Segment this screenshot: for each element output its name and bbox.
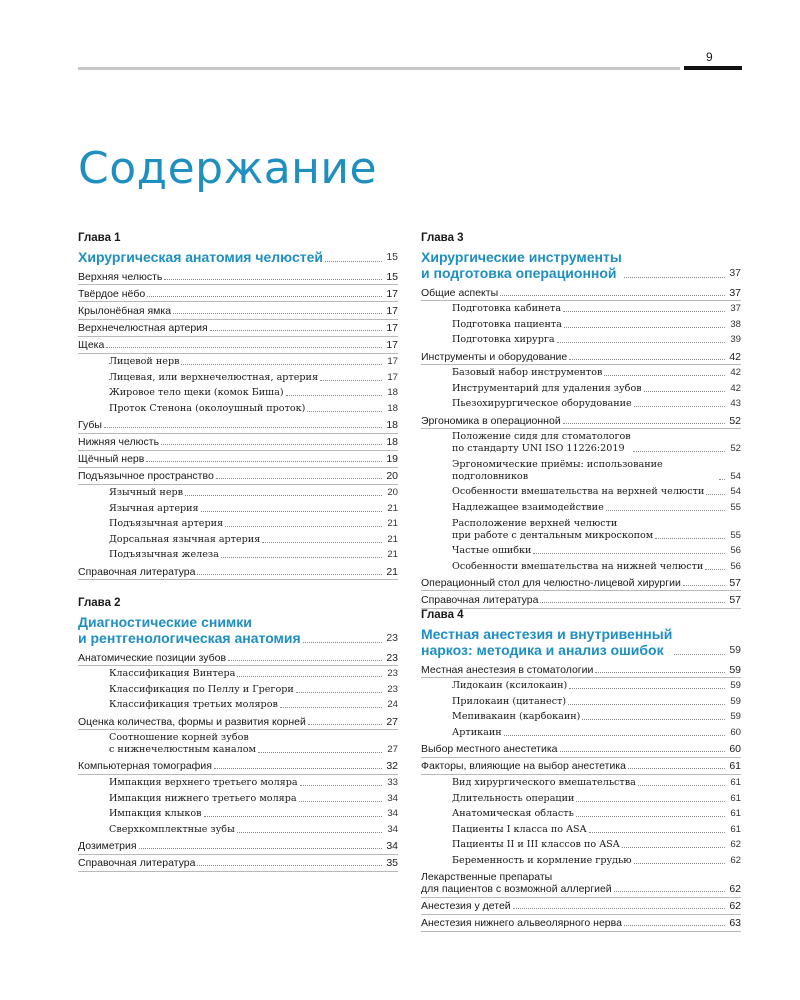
toc-entry-text: Инструменты и оборудование — [421, 350, 568, 363]
toc-subsection[interactable] — [421, 694, 741, 710]
toc-entry-page: 27 — [386, 715, 398, 728]
leader-dots — [628, 768, 725, 769]
leader-dots — [569, 359, 725, 360]
toc-subsection[interactable] — [421, 725, 741, 741]
toc-entry-page: 56 — [730, 560, 741, 572]
toc-section[interactable] — [78, 416, 398, 433]
toc-entry-text: Верхнечелюстная артерия — [78, 322, 208, 335]
toc-subsection[interactable] — [421, 365, 741, 381]
toc-subsection[interactable] — [78, 354, 398, 370]
leader-dots — [173, 313, 382, 314]
toc-entry-text: Подготовка кабинета — [452, 303, 562, 315]
toc-subsection[interactable] — [78, 501, 398, 517]
toc-entry-page: 17 — [386, 287, 398, 300]
toc-entry-text: Эргономические приёмы: использование подголовников — [452, 458, 663, 482]
toc-entry-text: Прилокаин (цитанест) — [452, 695, 567, 707]
toc-subsection[interactable] — [421, 457, 741, 485]
leader-dots — [307, 411, 382, 412]
leader-dots — [564, 327, 725, 328]
toc-entry-page: 21 — [387, 502, 398, 514]
chapter-label: Глава 2 — [78, 597, 121, 609]
toc-entry-page: 55 — [730, 529, 741, 541]
toc-entry-page: 54 — [730, 470, 741, 482]
toc-entry-text: Справочная литература — [78, 565, 196, 578]
toc-entry-page: 59 — [730, 711, 741, 723]
toc-entry-page: 59 — [730, 680, 741, 692]
leader-dots — [513, 908, 725, 909]
leader-dots — [225, 526, 382, 527]
leader-dots — [624, 277, 725, 278]
toc-subsection[interactable] — [421, 381, 741, 397]
chapter-title-row[interactable] — [421, 626, 741, 658]
toc-entry-page: 20 — [386, 470, 398, 483]
leader-dots — [624, 925, 725, 926]
toc-entry-text: Классификация Винтера — [109, 668, 236, 680]
leader-dots — [683, 585, 725, 586]
toc-entry-page: 43 — [730, 398, 741, 410]
toc-entry-page: 60 — [730, 726, 741, 738]
leader-dots — [237, 676, 382, 677]
toc-entry-text: Операционный стол для челюстно-лицевой хирургии — [421, 576, 681, 589]
toc-entry-page: 21 — [387, 518, 398, 530]
toc-entry-page: 17 — [387, 371, 398, 383]
toc-entry-text: Лекарственные препараты для пациентов с возможной аллергией — [421, 871, 612, 896]
toc-subsection[interactable] — [421, 500, 741, 516]
toc-entry-page: 63 — [729, 917, 741, 930]
toc-entry-page: 62 — [730, 839, 741, 851]
toc-subsection[interactable] — [78, 485, 398, 501]
leader-dots — [216, 478, 382, 479]
toc-subsection[interactable] — [421, 822, 741, 838]
toc-entry-page: 17 — [386, 304, 398, 317]
toc-subsection[interactable] — [421, 317, 741, 333]
page-title: Содержание — [78, 143, 378, 194]
toc-entry-text: Особенности вмешательства на верхней челюсти — [452, 486, 705, 498]
toc-entry-text: Жировое тело щеки (комок Биша) — [109, 387, 284, 399]
toc-section[interactable] — [421, 412, 741, 429]
toc-entry-page: 54 — [730, 486, 741, 498]
toc-entry-text: Анестезия нижнего альвеолярного нерва — [421, 917, 622, 930]
toc-entry-text: Пациенты II и III классов по ASA — [452, 839, 620, 851]
toc-entry-text: Анатомические позиции зубов — [78, 651, 227, 664]
chapter-title-row[interactable] — [78, 249, 398, 265]
toc-entry-text: Лидокаин (ксилокаин) — [452, 680, 568, 692]
chapter-3 — [421, 232, 741, 609]
chapter-label: Глава 1 — [78, 232, 121, 244]
toc-entry-page: 27 — [387, 744, 398, 756]
toc-entry-page: 23 — [387, 683, 398, 695]
leader-dots — [197, 574, 382, 575]
toc-entry-page: 18 — [387, 387, 398, 399]
toc-entry-text: Губы — [78, 418, 102, 431]
leader-dots — [308, 724, 382, 725]
leader-dots — [638, 785, 725, 786]
leader-dots — [576, 801, 725, 802]
toc-entry-page: 61 — [730, 776, 741, 788]
toc-entry-page: 34 — [386, 839, 398, 852]
toc-entry-text: Язычная артерия — [109, 502, 199, 514]
toc-section[interactable] — [78, 320, 398, 337]
toc-entry-page: 21 — [386, 565, 398, 578]
toc-section[interactable] — [78, 649, 398, 666]
toc-entry-text: Артикаин — [452, 726, 502, 738]
toc-entry-text: Крылонёбная ямка — [78, 304, 172, 317]
toc-entry-text: Факторы, влияющие на выбор анестетика — [421, 760, 626, 773]
toc-entry-text: Проток Стенона (околоушный проток) — [109, 402, 306, 414]
toc-subsection[interactable] — [421, 429, 741, 457]
toc-section[interactable] — [421, 284, 741, 301]
toc-entry-text: Анестезия у детей — [421, 900, 511, 913]
toc-section[interactable] — [421, 915, 741, 932]
leader-dots — [237, 832, 382, 833]
leader-dots — [604, 375, 725, 376]
toc-entry-page: 62 — [729, 900, 741, 913]
toc-entry-text: Беременность и кормление грудью — [452, 854, 632, 866]
toc-entry-page: 34 — [387, 808, 398, 820]
toc-entry-text: Пьезохирургическое оборудование — [452, 398, 632, 410]
toc-entry-page: 21 — [387, 549, 398, 561]
toc-entry-page: 38 — [730, 318, 741, 330]
toc-subsection[interactable] — [421, 775, 741, 791]
toc-entry-page: 56 — [730, 545, 741, 557]
leader-dots — [300, 785, 382, 786]
toc-entry-text: Дозиметрия — [78, 839, 137, 852]
toc-subsection[interactable] — [421, 837, 741, 853]
toc-entry-page: 52 — [729, 414, 741, 427]
leader-dots — [181, 364, 382, 365]
toc-entry-text: Положение сидя для стоматологов по стандарту UNI ISO 11226:2019 — [452, 431, 631, 455]
chapter-page: 59 — [729, 644, 741, 656]
chapter-title: Местная анестезия и внутривенный наркоз: методика и анализ ошибок — [421, 626, 673, 658]
leader-dots — [104, 427, 382, 428]
toc-subsection[interactable] — [78, 730, 398, 758]
leader-dots — [214, 768, 382, 769]
toc-entry-text: Надлежащее взаимодействие — [452, 501, 604, 513]
toc-entry-text: Пациенты I класса по ASA — [452, 823, 587, 835]
toc-subsection[interactable] — [78, 532, 398, 548]
toc-entry-text: Подъязычная артерия — [109, 518, 224, 530]
toc-entry-text: Справочная литература — [78, 857, 196, 870]
leader-dots — [705, 569, 725, 570]
toc-section[interactable] — [78, 268, 398, 285]
toc-subsection[interactable] — [421, 678, 741, 694]
leader-dots — [204, 816, 382, 817]
toc-subsection[interactable] — [421, 516, 741, 544]
toc-entry-page: 17 — [386, 339, 398, 352]
toc-entry-text: Классификация третьих моляров — [109, 699, 278, 711]
toc-section[interactable] — [78, 302, 398, 319]
toc-entry-page: 55 — [730, 501, 741, 513]
chapter-1 — [78, 232, 398, 580]
leader-dots — [589, 832, 725, 833]
leader-dots — [633, 451, 725, 452]
toc-subsection[interactable] — [78, 697, 398, 713]
toc-entry-text: Подъязычная железа — [109, 549, 219, 561]
leader-dots — [296, 692, 382, 693]
toc-subsection[interactable] — [78, 791, 398, 807]
toc-subsection[interactable] — [78, 775, 398, 791]
toc-subsection[interactable] — [78, 666, 398, 682]
chapter-title: Хирургические инструменты и подготовка операционной — [421, 249, 622, 281]
toc-entry-text: Нижняя челюсть — [78, 436, 160, 449]
leader-dots — [106, 347, 382, 348]
toc-entry-page: 61 — [729, 760, 741, 773]
leader-dots — [325, 261, 382, 262]
toc-entry-page: 57 — [729, 594, 741, 607]
toc-subsection[interactable] — [421, 791, 741, 807]
toc-entry-text: Частые ошибки — [452, 545, 532, 557]
leader-dots — [258, 752, 382, 753]
leader-dots — [644, 391, 725, 392]
chapter-4 — [421, 609, 741, 932]
chapter-title-row[interactable] — [421, 249, 741, 281]
leader-dots — [280, 707, 382, 708]
toc-section[interactable] — [78, 285, 398, 302]
toc-entry-page: 60 — [729, 743, 741, 756]
toc-subsection[interactable] — [78, 806, 398, 822]
toc-entry-text: Общие аспекты — [421, 286, 499, 299]
toc-entry-text: Импакция нижнего третьего моляра — [109, 792, 297, 804]
toc-entry-page: 61 — [730, 808, 741, 820]
toc-entry-page: 39 — [730, 334, 741, 346]
toc-subsection[interactable] — [78, 682, 398, 698]
chapter-label: Глава 4 — [421, 609, 464, 621]
toc-entry-page: 59 — [730, 695, 741, 707]
toc-section[interactable] — [78, 468, 398, 485]
toc-entry-text: Лицевой нерв — [109, 355, 180, 367]
leader-dots — [614, 891, 725, 892]
leader-dots — [557, 342, 725, 343]
chapter-label: Глава 3 — [421, 232, 464, 244]
header-rule — [78, 67, 680, 70]
toc-section[interactable] — [421, 898, 741, 915]
toc-entry-page: 61 — [730, 823, 741, 835]
toc-entry-page: 17 — [387, 355, 398, 367]
toc-entry-page: 23 — [386, 651, 398, 664]
toc-subsection[interactable] — [421, 301, 741, 317]
toc-entry-page: 32 — [386, 760, 398, 773]
toc-subsection[interactable] — [421, 559, 741, 575]
toc-entry-text: Импакция клыков — [109, 808, 202, 820]
toc-entry-text: Подъязычное пространство — [78, 470, 214, 483]
page-number: 9 — [706, 50, 713, 64]
toc-entry-page: 34 — [387, 823, 398, 835]
leader-dots — [563, 423, 725, 424]
chapter-page: 15 — [386, 251, 398, 263]
toc-entry-page: 59 — [729, 663, 741, 676]
toc-entry-text: Щека — [78, 339, 105, 352]
leader-dots — [161, 444, 382, 445]
toc-entry-page: 37 — [730, 303, 741, 315]
toc-entry-text: Классификация по Пеллу и Грегори — [109, 683, 294, 695]
leader-dots — [139, 848, 382, 849]
toc-section[interactable] — [78, 451, 398, 468]
leader-dots — [563, 311, 725, 312]
leader-dots — [320, 380, 382, 381]
toc-entry-text: Соотношение корней зубов с нижнечелюстным каналом — [109, 732, 256, 756]
toc-section[interactable] — [421, 869, 741, 898]
toc-entry-text: Сверхкомплектные зубы — [109, 823, 235, 835]
leader-dots — [146, 461, 382, 462]
toc-entry-page: 33 — [387, 776, 398, 788]
toc-entry-page: 24 — [387, 699, 398, 711]
toc-entry-page: 62 — [729, 883, 741, 896]
toc-entry-text: Эргономика в операционной — [421, 414, 561, 427]
toc-subsection[interactable] — [78, 370, 398, 386]
toc-entry-page: 42 — [730, 367, 741, 379]
toc-subsection[interactable] — [421, 332, 741, 348]
toc-subsection[interactable] — [421, 806, 741, 822]
toc-entry-text: Базовый набор инструментов — [452, 367, 603, 379]
toc-entry-text: Лицевая, или верхнечелюстная, артерия — [109, 371, 319, 383]
leader-dots — [221, 557, 382, 558]
toc-entry-text: Местная анестезия в стоматологии — [421, 663, 594, 676]
toc-entry-text: Длительность операции — [452, 792, 575, 804]
toc-entry-text: Особенности вмешательства на нижней челюсти — [452, 560, 704, 572]
toc-entry-page: 15 — [386, 270, 398, 283]
toc-section[interactable] — [78, 837, 398, 854]
toc-entry-text: Расположение верхней челюсти при работе с дентальным микроскопом — [452, 517, 654, 541]
toc-entry-text: Справочная литература — [421, 594, 539, 607]
toc-section[interactable] — [421, 741, 741, 758]
toc-entry-text: Оценка количества, формы и развития корней — [78, 715, 306, 728]
leader-dots — [655, 538, 725, 539]
toc-section[interactable] — [78, 758, 398, 775]
toc-entry-page: 21 — [387, 533, 398, 545]
leader-dots — [262, 542, 382, 543]
leader-dots — [540, 602, 725, 603]
chapter-2 — [78, 597, 398, 872]
leader-dots — [201, 511, 382, 512]
toc-subsection[interactable] — [421, 396, 741, 412]
toc-entry-page: 18 — [386, 436, 398, 449]
toc-subsection[interactable] — [78, 547, 398, 563]
toc-entry-text: Компьютерная томография — [78, 760, 212, 773]
toc-entry-page: 18 — [387, 402, 398, 414]
leader-dots — [299, 801, 382, 802]
chapter-title-row[interactable] — [78, 614, 398, 646]
leader-dots — [719, 479, 725, 480]
toc-entry-text: Импакция верхнего третьего моляра — [109, 776, 298, 788]
chapter-title: Хирургическая анатомия челюстей — [78, 249, 323, 265]
toc-entry-page: 35 — [386, 857, 398, 870]
toc-entry-page: 18 — [386, 418, 398, 431]
toc-entry-text: Вид хирургического вмешательства — [452, 776, 636, 788]
toc-subsection[interactable] — [78, 385, 398, 401]
toc-subsection[interactable] — [78, 401, 398, 417]
leader-dots — [569, 688, 725, 689]
leader-dots — [504, 735, 725, 736]
leader-dots — [500, 295, 725, 296]
toc-entry-text: Подготовка хирурга — [452, 334, 555, 346]
toc-section[interactable] — [421, 661, 741, 678]
toc-entry-page: 52 — [730, 443, 741, 455]
leader-dots — [303, 642, 382, 643]
toc-subsection[interactable] — [421, 709, 741, 725]
toc-section[interactable] — [78, 713, 398, 730]
chapter-page: 23 — [386, 632, 398, 644]
toc-entry-text: Анатомическая область — [452, 808, 574, 820]
header-rule-accent — [684, 66, 742, 70]
toc-section[interactable] — [78, 855, 398, 872]
toc-entry-text: Подготовка пациента — [452, 318, 562, 330]
toc-entry-text: Щёчный нерв — [78, 453, 145, 466]
toc-entry-page: 61 — [730, 792, 741, 804]
toc-section[interactable] — [421, 758, 741, 775]
chapter-page: 37 — [729, 267, 741, 279]
leader-dots — [582, 719, 725, 720]
leader-dots — [210, 330, 382, 331]
leader-dots — [606, 510, 725, 511]
leader-dots — [634, 863, 725, 864]
toc-section[interactable] — [78, 434, 398, 451]
toc-entry-page: 19 — [386, 453, 398, 466]
leader-dots — [674, 654, 725, 655]
leader-dots — [228, 660, 382, 661]
leader-dots — [595, 672, 725, 673]
leader-dots — [185, 495, 382, 496]
toc-section[interactable] — [421, 591, 741, 608]
leader-dots — [164, 279, 382, 280]
toc-entry-text: Выбор местного анестетика — [421, 743, 558, 756]
leader-dots — [568, 704, 725, 705]
toc-subsection[interactable] — [421, 853, 741, 869]
toc-entry-page: 57 — [729, 576, 741, 589]
leader-dots — [576, 816, 725, 817]
toc-subsection[interactable] — [78, 516, 398, 532]
toc-section[interactable] — [421, 348, 741, 365]
chapter-title: Диагностические снимки и рентгенологическая анатомия — [78, 614, 301, 646]
leader-dots — [197, 865, 382, 866]
toc-entry-page: 37 — [729, 286, 741, 299]
toc-section[interactable] — [78, 563, 398, 580]
toc-entry-page: 20 — [387, 487, 398, 499]
leader-dots — [634, 406, 725, 407]
toc-entry-page: 62 — [730, 854, 741, 866]
leader-dots — [533, 553, 725, 554]
leader-dots — [706, 494, 725, 495]
toc-entry-text: Инструментарий для удаления зубов — [452, 382, 642, 394]
toc-entry-page: 17 — [386, 322, 398, 335]
toc-entry-text: Верхняя челюсть — [78, 270, 163, 283]
toc-entry-page: 42 — [730, 382, 741, 394]
toc-entry-text: Язычный нерв — [109, 487, 184, 499]
leader-dots — [622, 847, 725, 848]
toc-entry-text: Твёрдое нёбо — [78, 287, 146, 300]
leader-dots — [147, 296, 382, 297]
toc-entry-page: 42 — [729, 350, 741, 363]
toc-entry-text: Дорсальная язычная артерия — [109, 533, 261, 545]
toc-section[interactable] — [421, 574, 741, 591]
toc-entry-page: 23 — [387, 668, 398, 680]
leader-dots — [286, 395, 382, 396]
toc-subsection[interactable] — [421, 484, 741, 500]
toc-entry-page: 34 — [387, 792, 398, 804]
leader-dots — [560, 751, 725, 752]
toc-subsection[interactable] — [421, 543, 741, 559]
toc-entry-text: Мепивакаин (карбокаин) — [452, 711, 581, 723]
toc-section[interactable] — [78, 337, 398, 354]
toc-subsection[interactable] — [78, 822, 398, 838]
